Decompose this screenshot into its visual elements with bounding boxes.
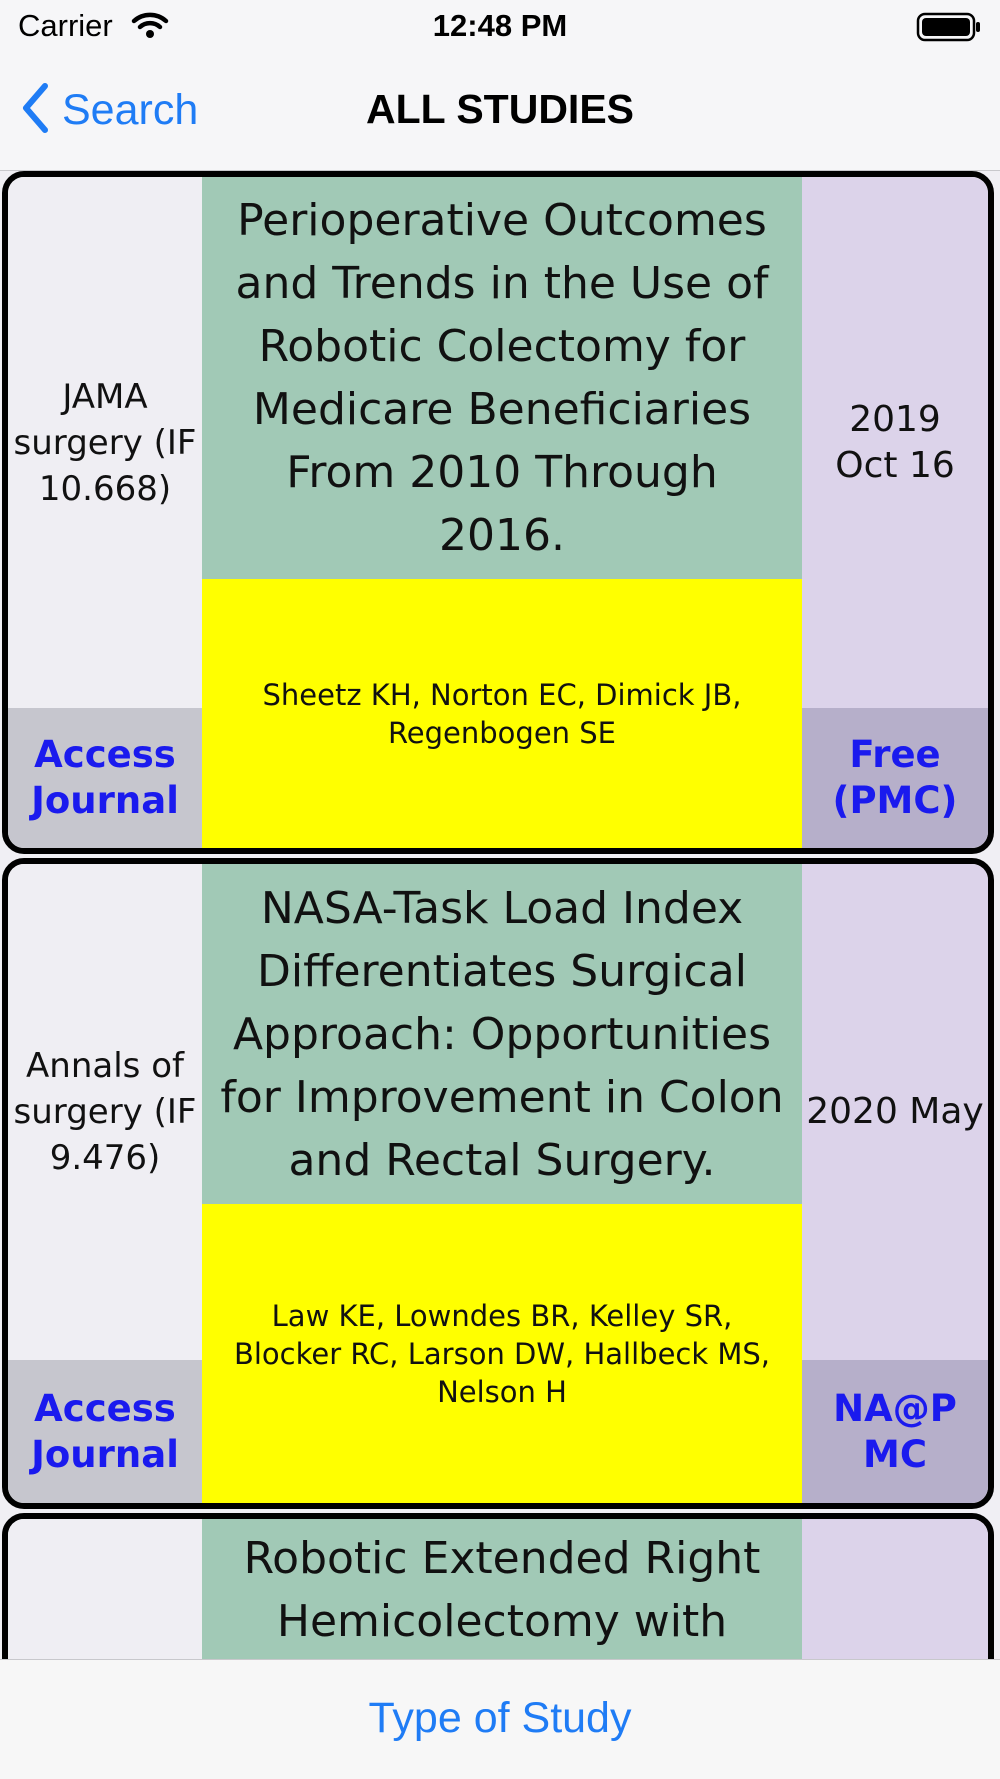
date-column <box>802 864 988 1503</box>
study-authors: Law KE, Lowndes BR, Kelley SR, Blocker RC, Larson DW, Hallbeck MS, Nelson H <box>202 1204 802 1503</box>
publication-date: 2019 Oct 16 <box>802 177 988 708</box>
study-authors: Sheetz KH, Norton EC, Dimick JB, Regenbogen SE <box>202 579 802 848</box>
access-journal-link[interactable]: Access Journal <box>8 708 202 848</box>
status-time: 12:48 PM <box>432 8 568 43</box>
battery-icon <box>916 12 982 46</box>
access-journal-link[interactable]: Access Journal <box>8 1360 202 1503</box>
study-title[interactable]: Robotic Extended Right Hemicolectomy with <box>202 1519 802 1659</box>
study-details-column <box>202 864 802 1503</box>
page-title: ALL STUDIES <box>365 86 635 132</box>
studies-list[interactable] <box>0 171 1000 1659</box>
study-details-column <box>202 1519 802 1659</box>
study-title[interactable]: Perioperative Outcomes and Trends in the Use of Robotic Colectomy for Medicare Beneficiaries From 2010 Through 2016. <box>202 177 802 579</box>
journal-name: JAMA surgery (IF 10.668) <box>8 177 202 708</box>
date-column <box>802 1519 988 1659</box>
publication-date: 2020 May <box>802 864 988 1360</box>
bottom-toolbar <box>0 1659 1000 1779</box>
pmc-link[interactable]: NA@P MC <box>802 1360 988 1503</box>
journal-name <box>8 1519 202 1659</box>
journal-column <box>8 1519 202 1659</box>
journal-column <box>8 864 202 1503</box>
study-title[interactable]: NASA-Task Load Index Differentiates Surgical Approach: Opportunities for Improvement in Colon and Rectal Surgery. <box>202 864 802 1204</box>
journal-name: Annals of surgery (IF 9.476) <box>8 864 202 1360</box>
study-card <box>2 171 994 854</box>
type-of-study-button[interactable]: Type of Study <box>368 1694 632 1742</box>
back-button-label: Search <box>62 85 199 134</box>
navigation-bar <box>0 56 1000 171</box>
study-details-column <box>202 177 802 848</box>
pmc-link[interactable]: Free (PMC) <box>802 708 988 848</box>
study-card <box>2 858 994 1509</box>
carrier-label: Carrier <box>18 8 113 43</box>
status-bar <box>0 0 1000 56</box>
journal-column <box>8 177 202 848</box>
publication-date <box>802 1519 988 1659</box>
date-column <box>802 177 988 848</box>
study-card <box>2 1513 994 1659</box>
